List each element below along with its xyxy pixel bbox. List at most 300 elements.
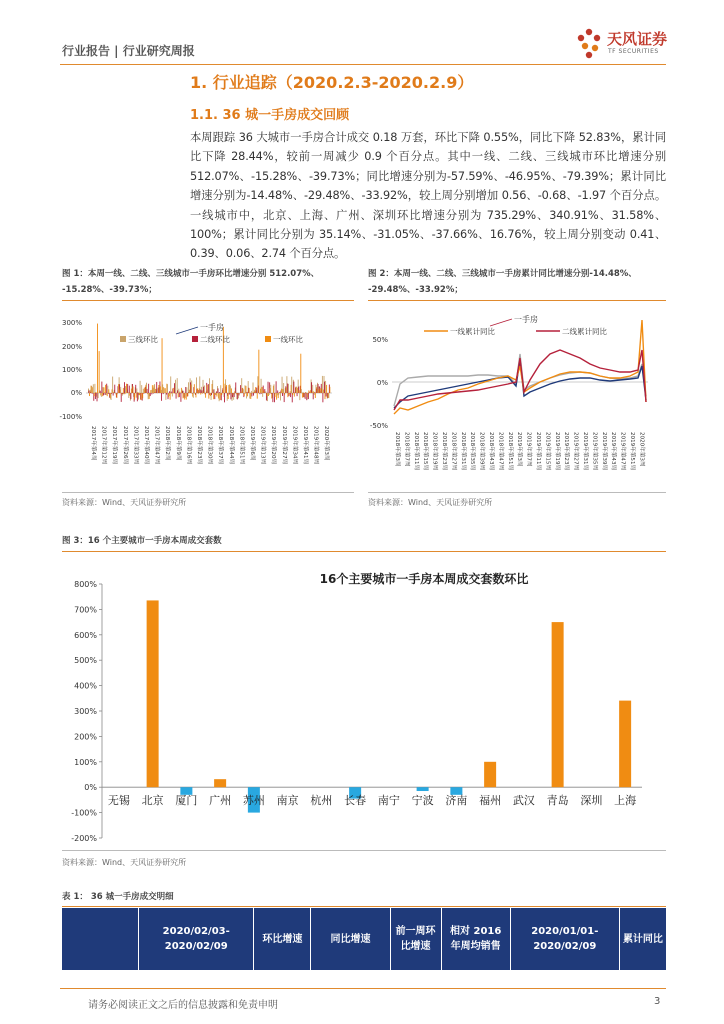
fig1-legend-s2: 三线环比 (128, 335, 158, 344)
fig1-bar (275, 393, 276, 394)
fig1-bar (247, 392, 248, 393)
fig1-bar (253, 393, 254, 396)
table-caption: 表 1： 36 城一手房成交明细 (62, 892, 174, 902)
fig1-bar (169, 391, 170, 393)
fig1-bar (328, 393, 329, 398)
fig1-bar (243, 389, 244, 393)
fig1-bar (171, 392, 172, 393)
fig1-bar (244, 385, 245, 393)
fig2-xtick: 2018年第39周 (478, 432, 485, 471)
fig3-ytick-label: 200% (74, 732, 97, 742)
fig1-bar (147, 389, 148, 393)
fig1-bar (129, 386, 130, 393)
logo-text-cn: 天风证券 (607, 30, 668, 48)
fig1-bar (219, 392, 220, 393)
fig1-bar (208, 384, 209, 393)
fig1-bar (124, 382, 125, 393)
fig1-bar (164, 388, 165, 393)
fig2-xtick: 2019年第35周 (591, 432, 598, 471)
fig1-bar (97, 393, 98, 401)
fig1-bar (214, 389, 215, 393)
subsection-heading: 1.1. 36 城一手房成交回顾 (190, 108, 350, 123)
logo-text-en: TF SECURITIES (608, 48, 659, 55)
fig1-bar (282, 377, 283, 393)
fig2-xtick: 2018年第19周 (431, 432, 438, 471)
fig1-bar (186, 387, 187, 393)
fig1-bar (178, 389, 179, 393)
fig1-bar (250, 393, 251, 399)
fig1-bar (296, 387, 297, 393)
fig1-bar (94, 384, 95, 393)
fig1-bar (148, 384, 149, 393)
fig1-bar (141, 385, 142, 393)
footer-divider (60, 988, 666, 989)
fig1-bar (101, 382, 102, 393)
fig1-bar (103, 387, 104, 393)
fig1-xtick: 2019年第20周 (270, 426, 277, 465)
fig1-bar (261, 379, 262, 393)
footer-disclaimer[interactable]: 请务必阅读正文之后的信息披露和免责申明 (88, 1000, 278, 1011)
fig1-bar (325, 381, 326, 393)
fig1-bar (308, 390, 309, 393)
header-divider (60, 64, 666, 65)
fig1-bar (299, 393, 300, 400)
fig1-bar (95, 393, 96, 399)
fig1-bar (220, 393, 221, 400)
fig1-bar (311, 382, 312, 393)
fig1-bar (92, 393, 93, 394)
fig1-bar (213, 393, 214, 399)
fig1-bar (247, 393, 248, 396)
fig1-bar (162, 384, 163, 393)
fig1-xtick: 2017年第4周 (90, 426, 96, 461)
fig1-legend-s4: 一线环比 (273, 335, 303, 344)
fig1-xtick: 2018年第9周 (174, 426, 181, 461)
fig1-bar (282, 393, 283, 396)
fig2-xtick: 2018年第11周 (412, 432, 419, 471)
fig2-top-line (368, 300, 666, 301)
fig1-bar (183, 391, 184, 393)
fig1-bar (267, 393, 268, 401)
fig1-bar (234, 393, 235, 397)
fig3-ytick-label: -200% (71, 834, 97, 843)
fig3-bar-10 (417, 787, 429, 791)
fig1-bar (175, 393, 176, 394)
fig1-bar (315, 393, 316, 398)
fig1-bar (194, 384, 195, 393)
fig1-bar (201, 390, 202, 393)
fig1-bar (277, 390, 278, 393)
fig1-bar (106, 384, 107, 393)
fig1-bar (258, 350, 259, 393)
fig1-xtick: 2018年第44周 (227, 426, 234, 465)
fig2-bottom-line (368, 492, 666, 493)
fig2-xtick: 2019年第51周 (629, 432, 635, 471)
fig1-bar (135, 385, 136, 393)
fig2-ytick: 0% (376, 379, 388, 387)
fig1-legend-s1: 一手房 (200, 323, 224, 332)
fig3-ytick-label: 800% (74, 580, 97, 589)
fig1-top-line (62, 300, 354, 301)
fig1-bar (208, 393, 209, 399)
table-header-cell: 前一周环比增速 (390, 908, 441, 970)
fig3-ytick-label: 0% (84, 783, 97, 793)
fig1-bar (216, 391, 217, 393)
fig3-xlabel: 宁波 (411, 794, 434, 808)
fig1-bar (230, 386, 231, 393)
fig1-bar (218, 388, 219, 393)
fig1-bar (245, 386, 246, 393)
fig1-bar (301, 389, 302, 393)
fig2-xtick: 2019年第11周 (535, 432, 541, 471)
company-logo (573, 26, 671, 60)
fig1-bar (136, 388, 137, 393)
report-type-label: 行业报告 | 行业研究周报 (62, 44, 195, 58)
fig1-bar (299, 390, 300, 393)
fig1-bar (221, 393, 222, 395)
fig1-bar (249, 388, 250, 393)
fig1-bar (133, 386, 134, 393)
fig1-bar (137, 392, 138, 393)
summary-paragraph: 本周跟踪 36 大城市一手房合计成交 0.18 万套，环比下降 0.55%，同比下降 52.83%，累计同比下降 28.44%，较前一周减少 0.9 个百分点。其中一线、二线、三线城市环比增速分别 512.07%、-15.28%、-39.73%；同比增速分别为-57.59%、-46.95%、-79.39%；累计同比增速分别为-14.48%、-29.48%、-33.92%，较上周分别增加 0.56、-0.68、-1.97 个百分点。一线城市中，北京、上海、广州、深圳环比增速分别为 735.29%、340.91%、31.58%、100%；累计同比分别为 35.14%、-31.05%、-37.66%、16.76%，较上周分别变动 0.41、0.39、0.06、2.74 个百分点。 (190, 131, 666, 261)
table-top-line (62, 906, 666, 907)
fig2-xtick: 2020年第3周 (638, 432, 645, 467)
fig1-xtick: 2017年第12周 (100, 426, 107, 465)
fig1-yaxis (59, 319, 82, 421)
fig1-bar (161, 393, 162, 401)
fig1-xtick: 2017年第47周 (153, 426, 160, 465)
fig1-bar (329, 387, 330, 393)
fig1-bar (143, 389, 144, 393)
fig1-bar (188, 382, 189, 393)
fig1-bar (312, 385, 313, 393)
fig1-bar (228, 385, 229, 393)
fig1-xtick: 2019年第48周 (312, 426, 319, 465)
fig1-bar (287, 384, 288, 393)
fig1-bar (215, 393, 216, 395)
fig1-bar (107, 393, 108, 396)
fig2-legend-s1: 一手房 (514, 315, 538, 324)
fig3-xlabel: 青岛 (546, 794, 569, 808)
fig1-bar (256, 388, 257, 393)
tf-logo-icon (573, 26, 605, 60)
fig1-bar (139, 393, 140, 395)
fig1-bar (244, 393, 245, 396)
fig1-bar (100, 391, 101, 393)
fig1-bar (180, 393, 181, 402)
fig1-bar (104, 392, 105, 393)
fig1-bar (176, 393, 177, 399)
fig1-bar (124, 393, 125, 394)
fig1-bar (156, 382, 157, 393)
fig3-ytick-label: -100% (71, 808, 97, 818)
fig1-bar (142, 393, 143, 398)
fig1-bar (174, 383, 175, 393)
fig1-bar (306, 392, 307, 393)
table-header-row (62, 908, 666, 970)
fig1-bar (89, 393, 90, 396)
fig1-bar (204, 385, 205, 393)
fig1-bar (253, 382, 254, 393)
fig1-bar (251, 393, 252, 396)
fig1-bar (303, 392, 304, 393)
fig1-bar (289, 393, 290, 394)
fig1-bar (120, 387, 121, 393)
fig2-xtick: 2018年第35周 (469, 432, 476, 471)
fig1-bar (183, 393, 184, 398)
fig1-bar (313, 393, 314, 399)
fig3-xlabel: 南宁 (377, 794, 400, 808)
fig1-bar (211, 393, 212, 395)
fig1-bar (224, 393, 225, 402)
fig1-bar (265, 391, 266, 393)
fig1-bar (314, 393, 315, 395)
fig3-bar-16 (619, 701, 631, 788)
fig2-chart (368, 306, 666, 486)
fig1-bar (302, 393, 303, 398)
fig1-bar (117, 393, 118, 394)
fig3-xlabel: 北京 (141, 794, 164, 808)
fig1-bar (216, 393, 217, 397)
fig1-bar (292, 393, 293, 395)
fig2-caption-line2: -29.48%、-33.92%； (368, 285, 463, 295)
fig1-bar (101, 393, 102, 397)
table-header-cell: 环比增速 (254, 908, 311, 970)
fig1-xtick: 2017年第40周 (143, 426, 149, 465)
fig1-bar (186, 393, 187, 400)
page-number: 3 (654, 996, 661, 1007)
fig1-xtick: 2017年第33周 (132, 426, 139, 465)
fig1-bar (269, 393, 270, 395)
fig1-bar (170, 376, 171, 393)
fig3-ytick-label: 700% (74, 605, 97, 615)
fig3-top-line (62, 551, 666, 552)
fig1-bar (324, 382, 325, 393)
fig1-bar (165, 388, 166, 393)
fig1-bar (261, 393, 262, 394)
fig3-xlabel: 无锡 (107, 794, 130, 808)
fig1-bar (167, 384, 168, 393)
fig1-bar (229, 393, 230, 395)
fig1-bar (153, 388, 154, 393)
fig2-legend-s3: 二线累计同比 (562, 327, 607, 336)
fig1-xaxis (90, 426, 331, 465)
fig2-xtick: 2019年第43周 (610, 432, 617, 471)
fig3-xlabel: 长春 (344, 794, 367, 808)
fig1-bar (202, 393, 203, 394)
fig1-bar (111, 393, 112, 394)
fig1-xtick: 2019年第34周 (291, 426, 298, 465)
fig1-bar (143, 393, 144, 394)
fig1-bar (130, 393, 131, 399)
fig1-bar (198, 393, 199, 394)
fig1-bar (209, 378, 210, 393)
fig1-bar (161, 390, 162, 393)
fig1-bar (291, 377, 292, 393)
fig2-xtick: 2019年第23周 (563, 432, 570, 471)
fig1-xtick: 2019年第13周 (259, 426, 266, 465)
fig1-bar (169, 393, 170, 396)
fig1-bar (140, 381, 141, 393)
fig3-ytick-label: 400% (74, 681, 97, 691)
fig1-bar (137, 393, 138, 401)
fig1-xtick: 2020年第3周 (323, 426, 330, 461)
fig3-ytick-label: 500% (74, 656, 97, 666)
fig1-bar (136, 393, 137, 398)
fig1-caption-line1: 图 1：本周一线、二线、三线城市一手房环比增速分别 512.07%、 (62, 269, 320, 279)
fig2-xtick: 2019年第31周 (582, 432, 588, 471)
fig1-bar (123, 388, 124, 393)
table-header-cell: 同比增速 (311, 908, 390, 970)
fig1-bar (293, 382, 294, 393)
fig1-bar (284, 393, 285, 395)
fig1-bar (185, 393, 186, 398)
fig3-xlabel: 福州 (479, 794, 502, 808)
fig2-ytick: -50% (369, 422, 388, 430)
fig1-bar (98, 393, 99, 398)
fig3-bar-2 (147, 600, 159, 787)
fig1-bar (91, 386, 92, 393)
fig1-bar (277, 393, 278, 395)
fig3-bars (147, 600, 632, 812)
fig1-xtick: 2018年第51周 (238, 426, 245, 465)
city-detail-table (62, 908, 666, 970)
fig1-bar (246, 393, 247, 398)
fig1-bar (213, 389, 214, 393)
fig2-xtick: 2018年第47周 (497, 432, 504, 471)
fig1-bar (278, 393, 279, 395)
fig3-bar-14 (552, 622, 564, 787)
fig1-bar (200, 393, 201, 395)
fig1-bar (175, 380, 176, 393)
fig1-bar (268, 382, 269, 393)
fig1-bar (313, 391, 314, 393)
fig1-bar (141, 393, 142, 400)
fig1-legend-s3: 二线环比 (200, 335, 230, 344)
fig1-legend (120, 322, 303, 344)
fig1-bar (170, 393, 171, 400)
fig1-bar (322, 393, 323, 402)
fig3-xlabel: 济南 (445, 794, 468, 808)
fig1-bar (154, 384, 155, 393)
fig1-bar (257, 393, 258, 399)
fig1-bar (105, 385, 106, 393)
fig2-yaxis (370, 336, 388, 430)
fig3-xlabel: 杭州 (310, 794, 333, 808)
fig1-bar (290, 393, 291, 397)
fig1-bar (264, 389, 265, 393)
fig1-xtick: 2017年第26周 (121, 426, 128, 465)
fig1-bar (260, 393, 261, 394)
fig1-bar (177, 390, 178, 393)
fig1-caption (62, 266, 352, 298)
fig2-xtick: 2018年第43周 (488, 432, 494, 471)
fig2-xtick: 2019年第27周 (572, 432, 579, 471)
fig1-bar (108, 389, 109, 393)
fig1-bar (283, 383, 284, 393)
fig1-bar (230, 393, 231, 399)
fig2-xtick: 2019年第39周 (600, 432, 607, 471)
fig1-bar (112, 377, 113, 393)
fig2-xtick: 2019年第19周 (553, 432, 560, 471)
fig1-bar (276, 381, 277, 393)
fig1-bar (182, 391, 183, 393)
fig1-bar (326, 385, 327, 393)
fig1-bar (123, 393, 124, 394)
fig3-xaxis (108, 793, 636, 807)
fig1-bar (235, 382, 236, 393)
fig1-bar (173, 388, 174, 393)
fig1-bar (193, 393, 194, 398)
fig1-xtick: 2018年第30周 (206, 426, 213, 465)
fig1-bar (279, 392, 280, 393)
fig3-chart (62, 556, 666, 848)
fig3-caption: 图 3：16 个主要城市一手房本周成交套数 (62, 536, 222, 546)
fig1-xtick: 2018年第23周 (196, 426, 202, 465)
fig1-bar (187, 393, 188, 396)
fig1-bar (300, 354, 301, 393)
fig1-xtick: 2018年第2周 (164, 426, 171, 461)
fig1-xtick: 2017年第19周 (111, 426, 118, 465)
fig2-xtick: 2019年第3周 (516, 432, 523, 467)
fig3-xlabel: 上海 (614, 794, 637, 808)
fig1-bar (305, 393, 306, 399)
fig1-bar (166, 393, 167, 395)
fig1-bar (97, 324, 98, 393)
fig1-bar (219, 393, 220, 401)
fig1-bar (121, 393, 122, 402)
fig2-xtick: 2019年第7周 (525, 432, 532, 467)
fig1-xtick: 2018年第16周 (185, 426, 192, 465)
fig2-caption-line1: 图 2：本周一线、二线、三线城市一手房累计同比增速分别-14.48%、 (368, 269, 637, 279)
fig1-bar (195, 393, 196, 397)
fig1-bar (89, 391, 90, 393)
fig1-bar (150, 393, 151, 396)
fig1-xtick: 2019年第41周 (302, 426, 308, 465)
fig1-bar (322, 376, 323, 393)
fig1-chart (59, 306, 354, 486)
fig1-bar (172, 393, 173, 396)
fig1-bar (274, 384, 275, 393)
fig1-bar (178, 393, 179, 397)
fig1-bar (297, 393, 298, 396)
fig2-xaxis (394, 432, 646, 471)
fig3-xlabel: 武汉 (512, 794, 535, 808)
fig3-bottom-line (62, 850, 666, 851)
fig1-bar (228, 393, 229, 399)
fig1-bar (107, 386, 108, 393)
fig1-ytick: 200% (61, 343, 82, 351)
fig1-bar (191, 380, 192, 393)
fig1-bar (262, 387, 263, 393)
fig1-ytick: 100% (61, 366, 82, 374)
fig1-bar (103, 393, 104, 395)
fig2-xtick: 2018年第51周 (506, 432, 513, 471)
fig3-ytick-label: 100% (74, 757, 97, 767)
table-header-cell (62, 908, 139, 970)
fig1-bar (128, 392, 129, 393)
fig1-xtick: 2018年第37周 (217, 426, 224, 465)
fig1-bar (151, 390, 152, 393)
fig1-bar (108, 393, 109, 394)
fig1-bar (197, 388, 198, 393)
fig3-xlabel: 深圳 (580, 794, 603, 808)
fig1-bar (163, 393, 164, 394)
fig1-bar (231, 388, 232, 393)
fig1-bar (122, 393, 123, 394)
fig1-bar (95, 392, 96, 393)
fig2-series-tier1 (394, 320, 646, 414)
